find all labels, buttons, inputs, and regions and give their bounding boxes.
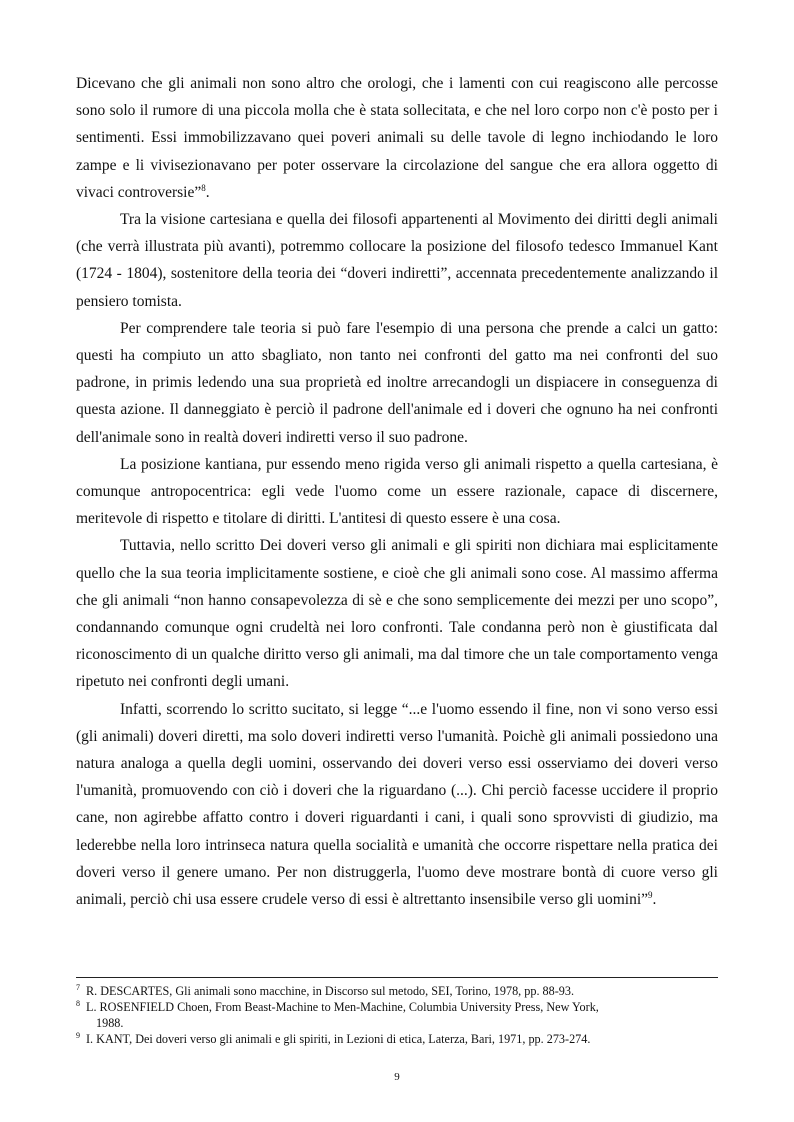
paragraph-3: Per comprendere tale teoria si può fare l'esempio di una persona che prende a calci un gatto: questi ha compiuto un atto sbagliato, non tanto nei confronti del gatto ma nei confronti del suo padrone, in primis ledendo una sua proprietà ed inoltre arrecandogli un dispiacere in conseguenza di questa azione. Il danneggiato è perciò il padrone dell'animale ed i doveri che ognuno ha nei confronti dell'animale sono in realtà doveri indiretti verso il suo padrone. <box>76 319 718 446</box>
footnote-7 <box>76 983 718 999</box>
footnote-text: R. DESCARTES, Gli animali sono macchine, in Discorso sul metodo, SEI, Torino, 1978, pp. 88-93. <box>86 984 575 998</box>
paragraph-6-text: Infatti, scorrendo lo scritto sucitato, si legge “...e l'uomo essendo il fine, non vi sono verso essi (gli animali) doveri diretti, ma solo doveri indiretti verso l'umanità. Poichè gli animali possiedono una natura analoga a quella degli uomini, osservando dei doveri verso essi osserviamo dei doveri verso l'umanità, promuovendo con ciò i doveri che la riguardano (...). Chi perciò facesse uccidere il proprio cane, non agirebbe affatto contro i doveri riguardanti i cani, i quali sono sprovvisti di giudizio, ma lederebbe nella loro intrinseca natura quella socialità e umanità che occorre rispettare nella pratica dei doveri verso il genere umano. Per non distruggerla, l'uomo deve mostrare bontà di cuore verso gli animali, perciò chi usa essere crudele verso di essi è altrettanto insensibile verso gli uomini” <box>76 700 718 909</box>
paragraph-4: La posizione kantiana, pur essendo meno rigida verso gli animali rispetto a quella cartesiana, è comunque antropocentrica: egli vede l'uomo come un essere razionale, capace di discernere, meritevole di rispetto e titolare di diritti. L'antitesi di questo essere è una cosa. <box>76 455 718 528</box>
footnote-8 <box>76 999 718 1031</box>
paragraph-5: Tuttavia, nello scritto Dei doveri verso gli animali e gli spiriti non dichiara mai esplicitamente quello che la sua teoria implicitamente sostiene, e cioè che gli animali sono cose. Al massimo afferma che gli animali “non hanno consapevolezza di sè e che sono semplicemente dei mezzi per uno scopo”, condannando comunque ogni crudeltà nei loro confronti. Tale condanna però non è giustificata dal riconoscimento di un qualche diritto verso gli animali, ma dal timore che un tale comportamento venga ripetuto nei confronti degli umani. <box>76 537 718 691</box>
footnote-number: 7 <box>76 983 80 992</box>
paragraph-2: Tra la visione cartesiana e quella dei filosofi appartenenti al Movimento dei diritti degli animali (che verrà illustrata più avanti), potremmo collocare la posizione del filosofo tedesco Immanuel Kant (1724 - 1804), sostenitore della teoria dei “doveri indiretti”, accennata precedentemente analizzando il pensiero tomista. <box>76 211 718 310</box>
footnote-number: 9 <box>76 1031 80 1040</box>
footnote-9 <box>76 1031 718 1047</box>
page-number: 9 <box>394 1071 400 1083</box>
footnote-text: L. ROSENFIELD Choen, From Beast-Machine to Men-Machine, Columbia University Press, New York, <box>86 1000 599 1014</box>
footnotes <box>76 983 718 1047</box>
footnote-continuation: 1988. <box>96 1016 124 1030</box>
footnote-text: I. KANT, Dei doveri verso gli animali e gli spiriti, in Lezioni di etica, Laterza, Bari, 1971, pp. 273-274. <box>86 1032 591 1046</box>
paragraph-1-text: Dicevano che gli animali non sono altro che orologi, che i lamenti con cui reagiscono alle percosse sono solo il rumore di una piccola molla che è stata sollecitata, e che nel loro corpo non c'è posto per i sentimenti. Essi immobilizzavano quei poveri animali su delle tavole di legno inchiodando le loro zampe e li vivisezionavano per poter osservare la circolazione del sangue che era allora oggetto di vivaci controversie” <box>76 75 718 201</box>
footnote-number: 8 <box>76 999 80 1008</box>
footnote-separator <box>76 977 718 978</box>
footnote-ref-8: 8 <box>201 182 206 193</box>
paragraph-6-end: . <box>652 891 657 909</box>
paragraph-1-end: . <box>205 183 210 201</box>
footnote-ref-9: 9 <box>648 890 653 901</box>
paragraph-1 <box>76 70 718 206</box>
paragraph-6 <box>76 696 718 914</box>
document-body <box>76 70 718 913</box>
